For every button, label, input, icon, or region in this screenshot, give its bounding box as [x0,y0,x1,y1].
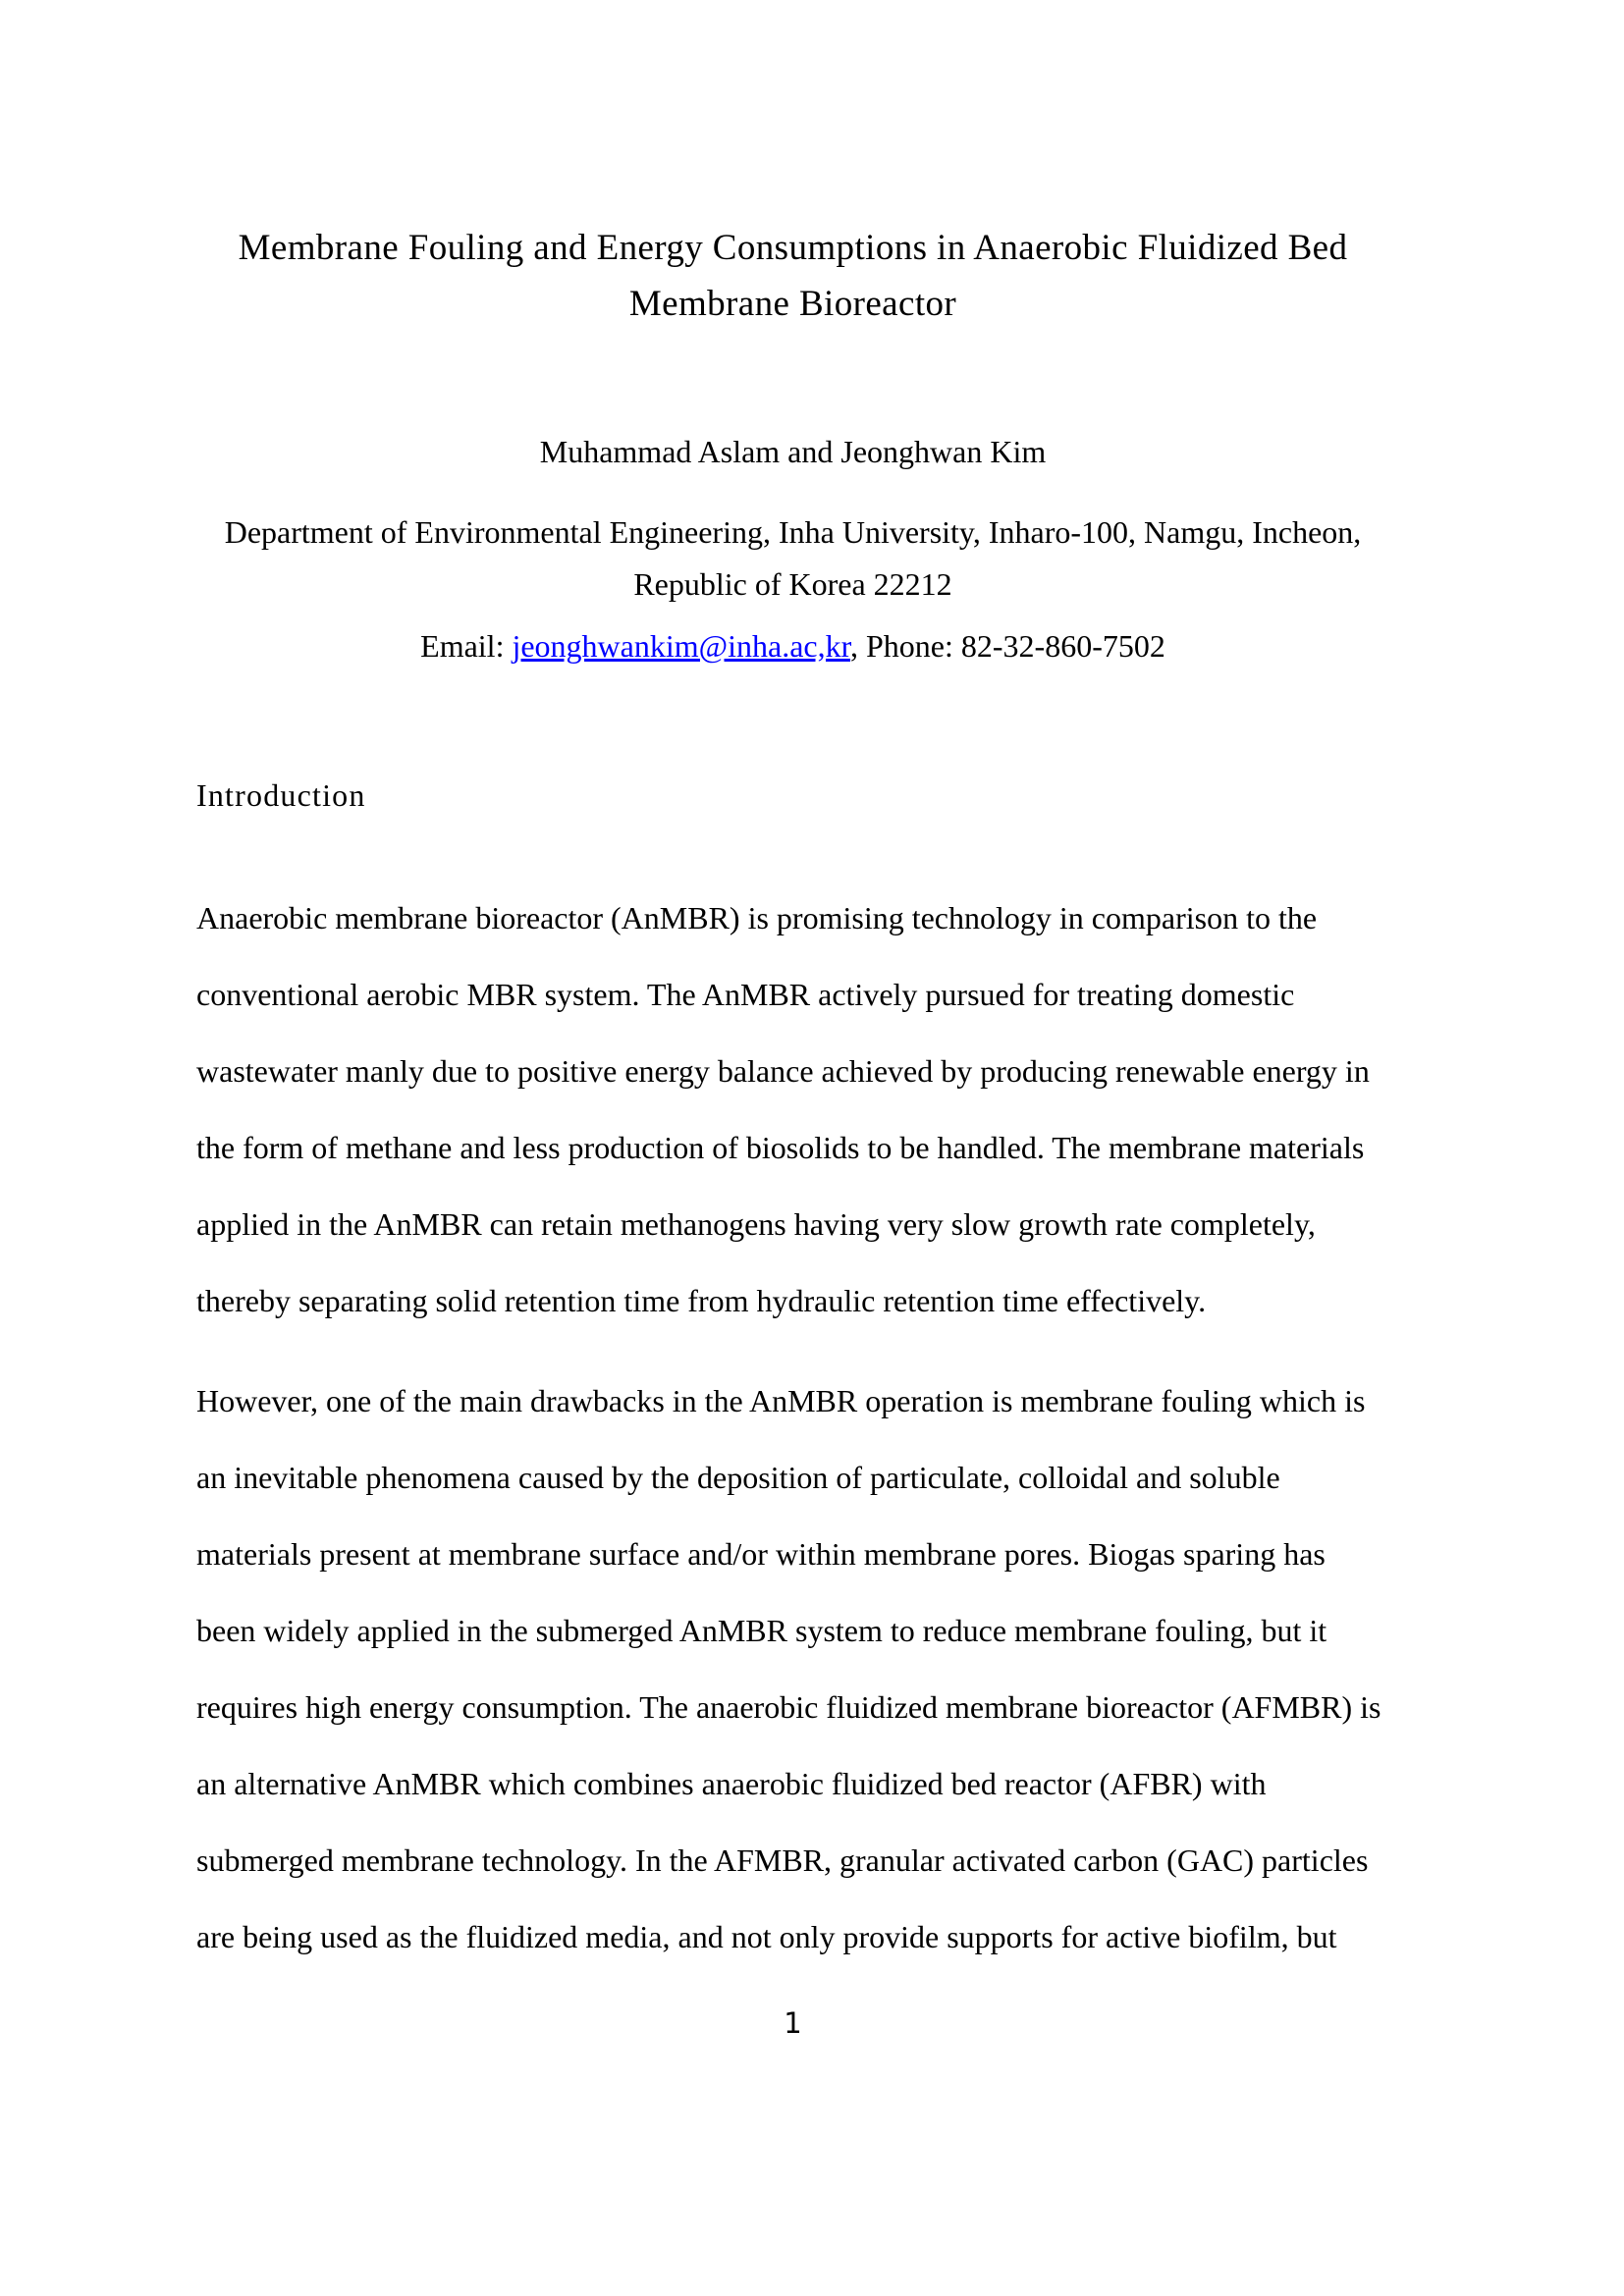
authors-line: Muhammad Aslam and Jeonghwan Kim [539,434,1047,469]
paper-title: Membrane Fouling and Energy Consumptions in Anaerobic Fluidized Bed Membrane Bioreactor [238,228,1348,324]
introduction-paragraph-2: However, one of the main drawbacks in the AnMBR operation is membrane fouling which is an inevitable phenomena caused by the deposition of particulate, colloidal and soluble materials present at membrane surface and/or within membrane pores. Biogas sparing has been widely applied in the submerged AnMBR system to reduce membrane fouling, but it requires high energy consumption. The anaerobic fluidized membrane bioreactor (AFMBR) is an alternative AnMBR which combines anaerobic fluidized bed reactor (AFBR) with submerged membrane technology. In the AFMBR, granular activated carbon (GAC) particles are being used as the fluidized media, and not only provide supports for active biofilm, but [196,1383,1381,1954]
email-link[interactable]: jeonghwankim@inha.ac,kr [512,628,850,664]
section-heading-introduction: Introduction [196,777,366,813]
page-number: 1 [784,2006,802,2040]
introduction-paragraph-1: Anaerobic membrane bioreactor (AnMBR) is promising technology in comparison to the conventional aerobic MBR system. The AnMBR actively pursued for treating domestic wastewater manly due to positive energy balance achieved by producing renewable energy in the form of methane and less production of biosolids to be handled. The membrane materials applied in the AnMBR can retain methanogens having very slow growth rate completely, thereby separating solid retention time from hydraulic retention time effectively. [196,900,1370,1318]
email-label: Email: [420,628,513,664]
phone-text: , Phone: 82-32-860-7502 [849,628,1165,664]
contact-line [196,626,1389,666]
affiliation-line: Department of Environmental Engineering, Inha University, Inharo-100, Namgu, Incheon, Republic of Korea 22212 [224,514,1362,602]
